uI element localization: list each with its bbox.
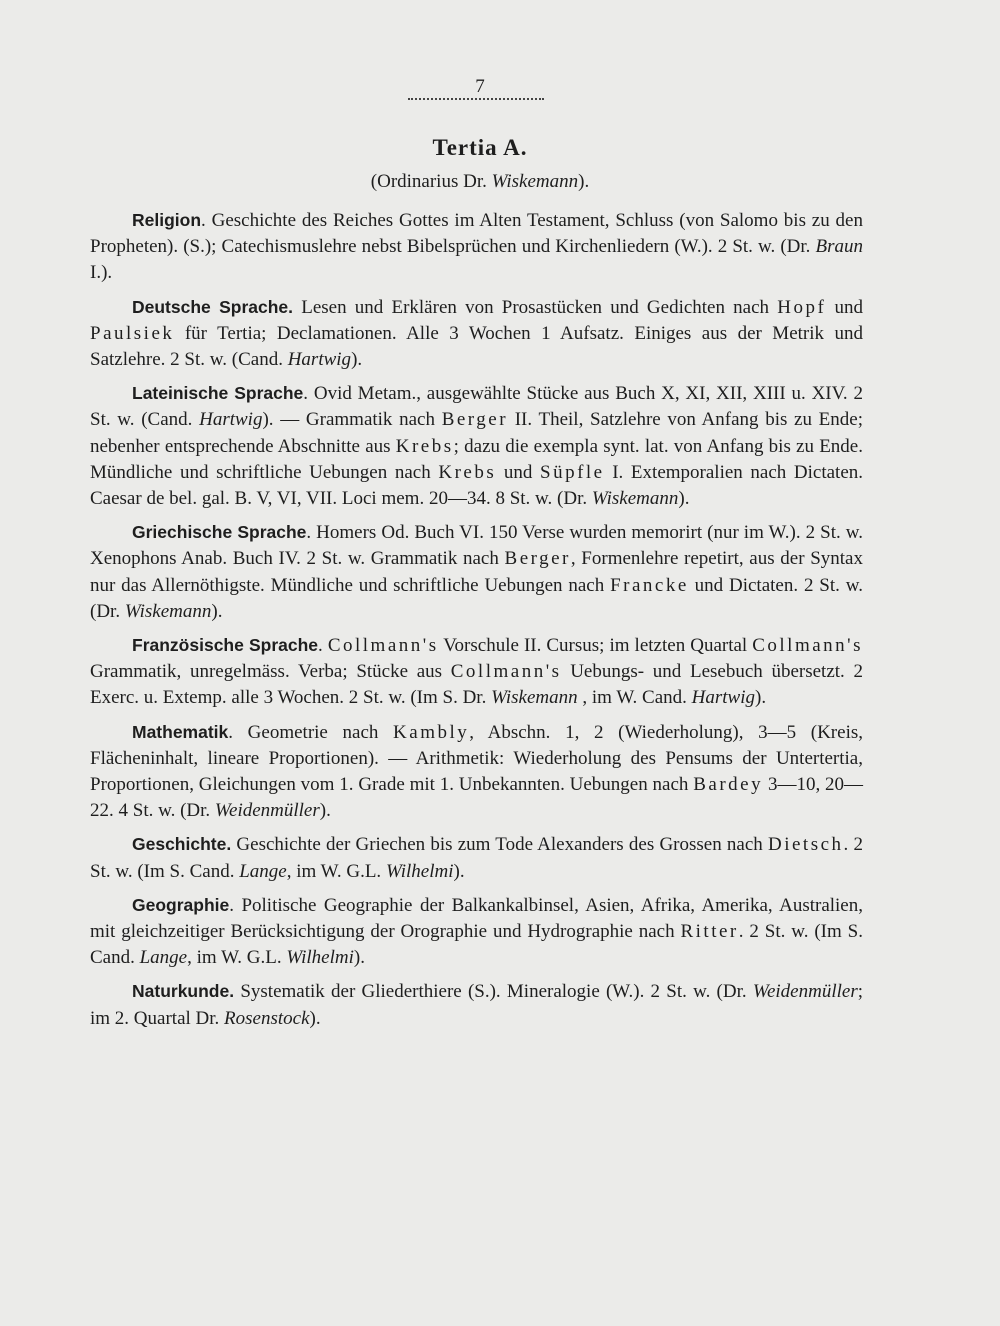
section-religion: Religion. Geschichte des Reiches Gottes im Alten Testament, Schluss (von Salomo bis zu den Propheten). (S.); Catechismuslehre nebst Bibelsprüchen und Kirchenliedern (W.). 2 St. w. (Dr. Braun I.). bbox=[90, 210, 863, 284]
subject-title: Geographie bbox=[132, 894, 230, 915]
section-geschichte: Geschichte. Geschichte der Griechen bis zum Tode Alexanders des Grossen nach Dietsch. 2 St. w. (Im S. Cand. Lange, im W. G.L. Wilhelmi). bbox=[90, 834, 864, 882]
subject-title: Griechische Sprache bbox=[132, 522, 307, 543]
ordinarius-name: Wiskemann bbox=[491, 171, 579, 192]
section-griechische-sprache: Griechische Sprache. Homers Od. Buch VI. 150 Verse wurden memorirt (nur im W.). 2 St. w. Xenophons Anab. Buch IV. 2 St. w. Grammatik nach Berger, Formenlehre repetirt, aus der Syntax nur das Allernöthigste. Mündliche und schriftliche Uebungen nach Francke und Dictaten. 2 St. w. (Dr. Wiskemann). bbox=[90, 522, 863, 622]
subject-title: Mathematik bbox=[132, 721, 229, 742]
subject-title: Deutsche Sprache. bbox=[132, 296, 294, 317]
page-number: 7 bbox=[475, 76, 485, 97]
subject-title: Französische Sprache bbox=[132, 635, 319, 656]
section-deutsche-sprache: Deutsche Sprache. Lesen und Erklären von Prosastücken und Gedichten nach Hopf und Paulsiek für Tertia; Declamationen. Alle 3 Wochen 1 Aufsatz. Einiges aus der Metrik und Satzlehre. 2 St. w. (Cand. Hartwig). bbox=[90, 296, 864, 371]
section-franzoesische-sprache: Französische Sprache. Collmann's Vorschule II. Cursus; im letzten Quartal Collmann's Grammatik, unregelmäss. Verba; Stücke aus Collmann's Uebungs- und Lesebuch übersetzt. 2 Exerc. u. Extemp. alle 3 Wochen. 2 St. w. (Im S. Dr. Wiskemann , im W. Cand. Hartwig). bbox=[90, 635, 863, 709]
subject-title: Naturkunde. bbox=[132, 981, 235, 1002]
subject-title: Geschichte. bbox=[132, 834, 232, 855]
section-naturkunde: Naturkunde. Systematik der Gliederthiere (S.). Mineralogie (W.). 2 St. w. (Dr. Weidenmüller; im 2. Quartal Dr. Rosenstock). bbox=[90, 981, 863, 1029]
page-title: Tertia A. bbox=[432, 135, 528, 160]
section-geographie: Geographie. Politische Geographie der Balkankalbinsel, Asien, Afrika, Amerika, Australien, mit gleichzeitiger Berücksichtigung der Orographie und Hydrographie nach Ritter. 2 St. w. (Im S. Cand. Lange, im W. G.L. Wilhelmi). bbox=[90, 894, 863, 969]
header-rule bbox=[408, 98, 544, 100]
subject-title: Lateinische Sprache bbox=[132, 383, 304, 404]
ordinarius-line: (Ordinarius Dr. Wiskemann). bbox=[370, 171, 590, 192]
subject-title: Religion bbox=[132, 210, 202, 230]
section-lateinische-sprache: Lateinische Sprache. Ovid Metam., ausgewählte Stücke aus Buch X, XI, XII, XIII u. XIV. 2 St. w. (Cand. Hartwig). — Grammatik nach Berger II. Theil, Satzlehre von Anfang bis zu Ende; nebenher entsprechende Abschnitte aus Krebs; dazu die exempla synt. lat. von Anfang bis zu Ende. Mündliche und schriftliche Uebungen nach Krebs und Süpfle I. Extemporalien nach Dictaten. Caesar de bel. gal. B. V, VI, VII. Loci mem. 20—34. 8 St. w. (Dr. Wiskemann). bbox=[90, 383, 864, 510]
section-mathematik: Mathematik. Geometrie nach Kambly, Abschn. 1, 2 (Wiederholung), 3—5 (Kreis, Flächeninhalt, lineare Proportionen). — Arithmetik: Wiederholung des Pensums der Untertertia, Proportionen, Gleichungen vom 1. Grade mit 1. Unbekannten. Uebungen nach Bardey 3—10, 20—22. 4 St. w. (Dr. Weidenmüller). bbox=[90, 721, 864, 822]
curriculum-text bbox=[90, 207, 863, 1039]
